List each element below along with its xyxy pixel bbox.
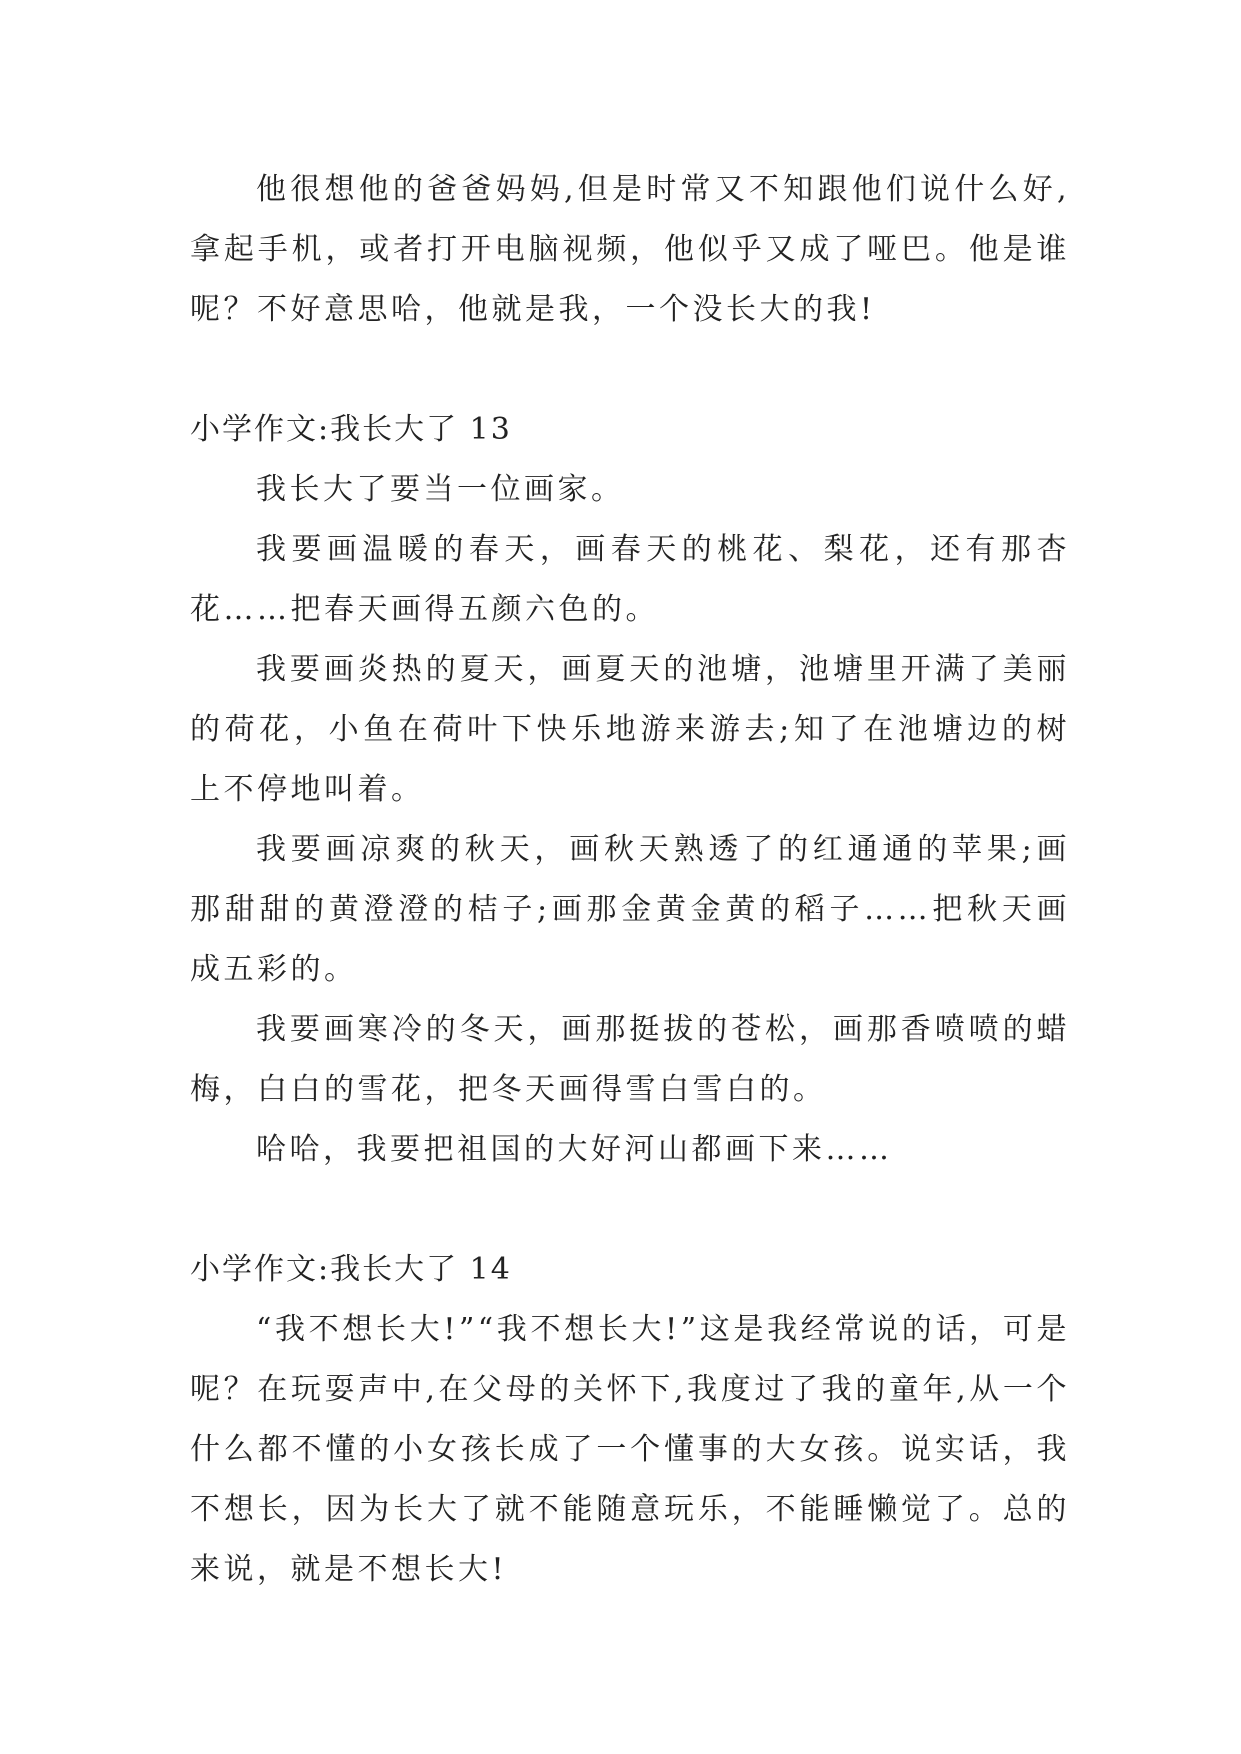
section-title-13: 小学作文:我长大了 13 [190, 412, 512, 447]
intro-paragraph: 他很想他的爸爸妈妈,但是时常又不知跟他们说什么好,拿起手机，或者打开电脑视频，他似乎又成了哑巴。他是谁呢？不好意思哈，他就是我，一个没长大的我! [190, 172, 1070, 327]
paragraph: 我要画温暖的春天，画春天的桃花、梨花，还有那杏花……把春天画得五颜六色的。 [190, 532, 1070, 627]
paragraph: “我不想长大!”“我不想长大!”这是我经常说的话，可是呢？在玩耍声中,在父母的关怀下,我度过了我的童年,从一个什么都不懂的小女孩长成了一个懂事的大女孩。说实话，我不想长，因为长大了就不能随意玩乐，不能睡懒觉了。总的来说，就是不想长大! [190, 1312, 1070, 1587]
document-body [190, 160, 1070, 1600]
paragraph: 我要画凉爽的秋天，画秋天熟透了的红通通的苹果;画那甜甜的黄澄澄的桔子;画那金黄金黄的稻子……把秋天画成五彩的。 [190, 832, 1070, 987]
paragraph: 我要画寒冷的冬天，画那挺拔的苍松，画那香喷喷的蜡梅，白白的雪花，把冬天画得雪白雪白的。 [190, 1012, 1070, 1107]
paragraph: 哈哈，我要把祖国的大好河山都画下来…… [256, 1132, 893, 1167]
section-title-14: 小学作文:我长大了 14 [190, 1252, 512, 1287]
paragraph: 我长大了要当一位画家。 [256, 472, 625, 507]
paragraph: 我要画炎热的夏天，画夏天的池塘，池塘里开满了美丽的荷花，小鱼在荷叶下快乐地游来游去;知了在池塘边的树上不停地叫着。 [190, 652, 1070, 807]
